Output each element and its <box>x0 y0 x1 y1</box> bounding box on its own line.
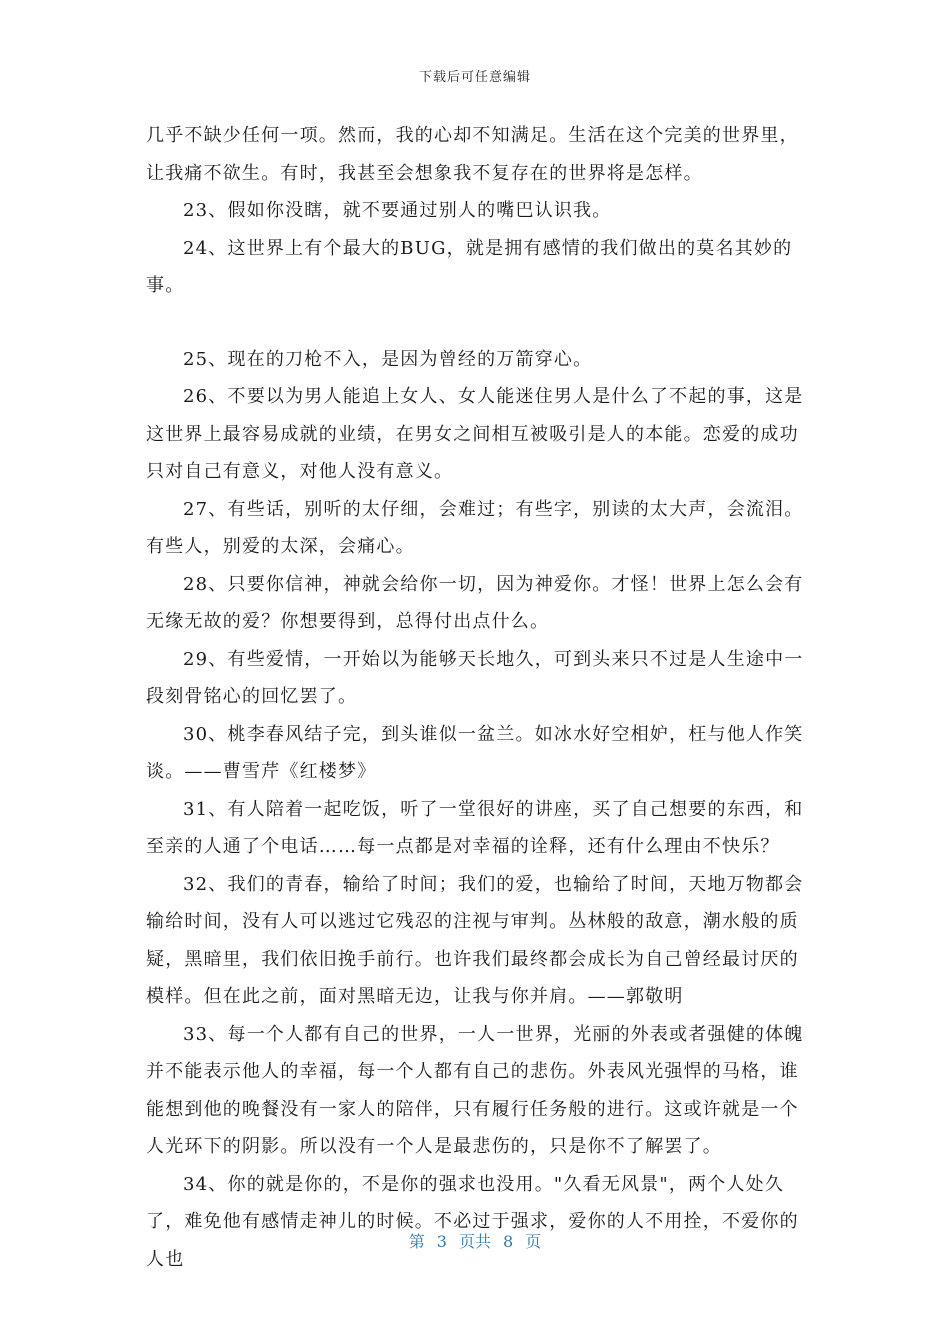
page-footer <box>0 1229 950 1252</box>
paragraph-27: 27、有些话，别听的太仔细，会难过；有些字，别读的太大声，会流泪。有些人，别爱的太深，会痛心。 <box>146 498 804 557</box>
paragraph-29: 29、有些爱情，一开始以为能够天长地久，可到头来只不过是人生途中一段刻骨铭心的回忆罢了。 <box>146 648 804 707</box>
paragraph-33: 33、每一个人都有自己的世界，一人一世界，光丽的外表或者强健的体魄并不能表示他人的幸福，每一个人都有自己的悲伤。外表风光强悍的马格，谁能想到他的晚餐没有一家人的陪伴，只有履行任务般的进行。这或许就是一个人光环下的阴影。所以没有一个人是最悲伤的，只是你不了解罢了。 <box>146 1023 804 1157</box>
footer-total-pages: 8 <box>503 1232 514 1251</box>
paragraph-34: 34、你的就是你的，不是你的强求也没用。"久看无风景"，两个人处久了，难免他有感情走神儿的时候。不必过于强求，爱你的人不用拴，不爱你的人也 <box>146 1173 799 1270</box>
footer-middle: 页共 <box>458 1232 491 1251</box>
page-content <box>146 117 806 1278</box>
paragraph-26: 26、不要以为男人能追上女人、女人能迷住男人是什么了不起的事，这是这世界上最容易成就的业绩，在男女之间相互被吸引是人的本能。恋爱的成功只对自己有意义，对他人没有意义。 <box>146 386 804 482</box>
paragraph-28: 28、只要你信神，神就会给你一切，因为神爱你。才怪！世界上怎么会有无缘无故的爱？你想要得到，总得付出点什么。 <box>146 573 804 632</box>
paragraph-24: 24、这世界上有个最大的BUG，就是拥有感情的我们做出的莫名其妙的事。 <box>146 237 793 296</box>
footer-page-number: 3 <box>436 1232 447 1251</box>
paragraph-continued: 几乎不缺少任何一项。然而，我的心却不知满足。生活在这个完美的世界里，让我痛不欲生。有时，我甚至会想象我不复存在的世界将是怎样。 <box>146 125 799 184</box>
footer-prefix: 第 <box>408 1232 425 1251</box>
paragraph-25: 25、现在的刀枪不入，是因为曾经的万箭穿心。 <box>183 348 593 370</box>
paragraph-31: 31、有人陪着一起吃饭，听了一堂很好的讲座，买了自己想要的东西，和至亲的人通了个电话……每一点都是对幸福的诠释，还有什么理由不快乐？ <box>146 798 804 857</box>
footer-suffix: 页 <box>525 1232 542 1251</box>
paragraph-30: 30、桃李春风结子完，到头谁似一盆兰。如冰水好空相妒，枉与他人作笑谈。——曹雪芹《红楼梦》 <box>146 723 804 782</box>
page-header: 下载后可任意编辑 <box>418 70 531 85</box>
paragraph-23: 23、假如你没瞎，就不要通过别人的嘴巴认识我。 <box>183 200 612 221</box>
paragraph-32: 32、我们的青春，输给了时间；我们的爱，也输给了时间，天地万物都会输给时间，没有人可以逃过它残忍的注视与审判。丛林般的敌意，潮水般的质疑，黑暗里，我们依旧挽手前行。也许我们最终都会成长为自己曾经最讨厌的模样。但在此之前，面对黑暗无边，让我与你并肩。——郭敬明 <box>146 873 804 1007</box>
